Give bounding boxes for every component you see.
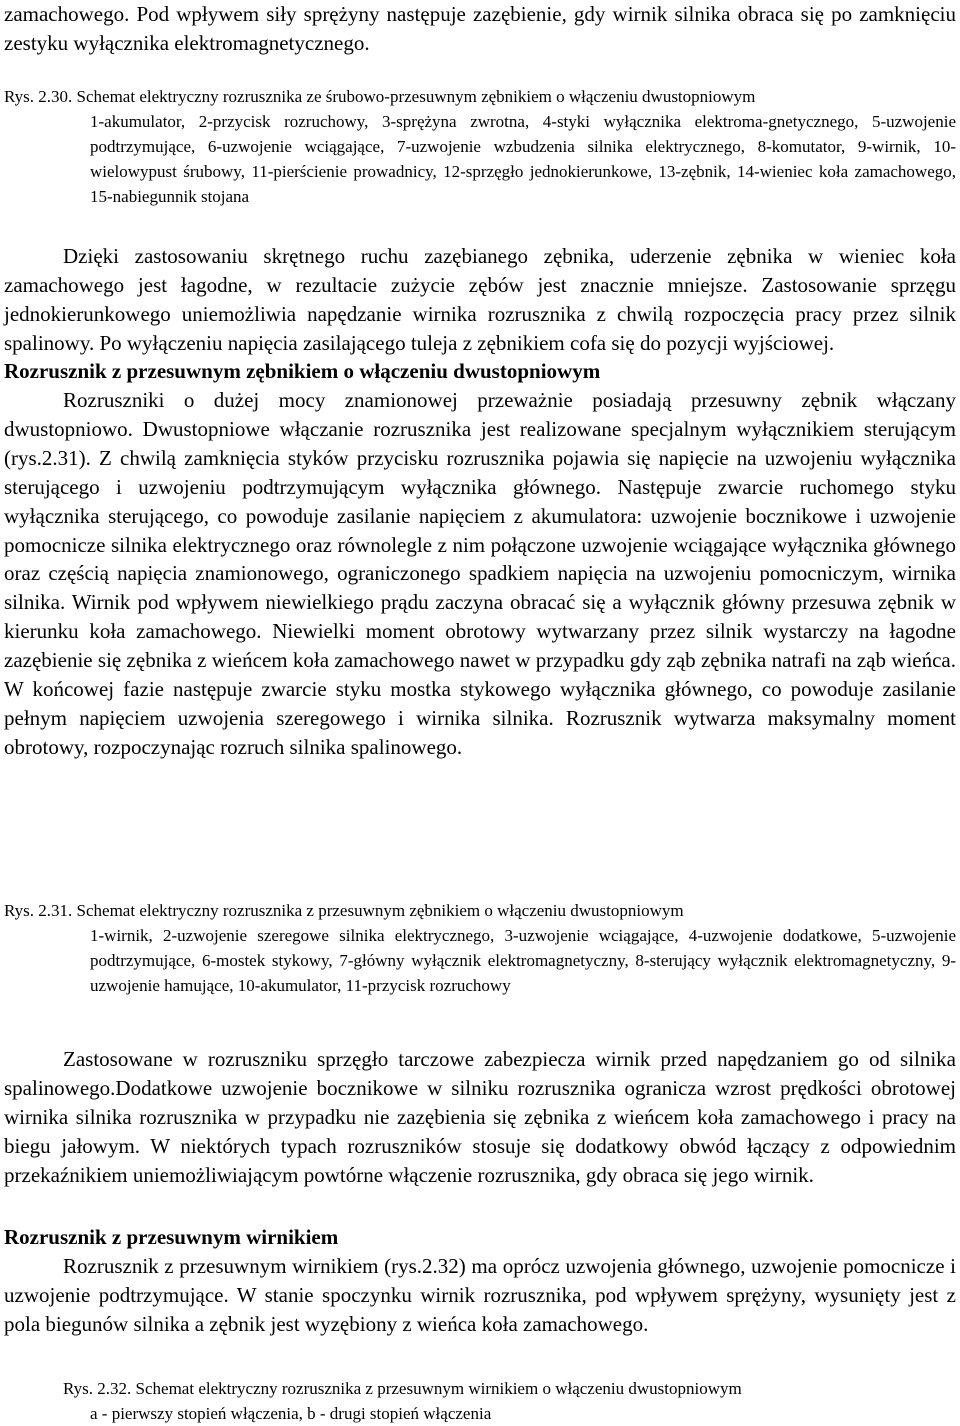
- figure-caption-2-32: [4, 1376, 956, 1426]
- paragraph-sliding-armature: Rozrusznik z przesuwnym wirnikiem (rys.2.32) ma oprócz uzwojenia głównego, uzwojenie pomocnicze i uzwojenie podtrzymujące. W stanie spoczynku wirnik rozrusznika, pod wpływem sprężyny, wysunięty jest z pola biegunów silnika a zębnik jest wyzębiony z wieńca koła zamachowego.: [4, 1254, 956, 1336]
- figure-label: Rys. 2.31.: [4, 901, 73, 920]
- figure-caption-2-31: [4, 898, 956, 998]
- section-heading-two-stage: Rozrusznik z przesuwnym zębnikiem o włączeniu dwustopniowym: [4, 359, 601, 383]
- figure-legend: 1-wirnik, 2-uzwojenie szeregowe silnika elektrycznego, 3-uzwojenie wciągające, 4-uzwojenie dodatkowe, 5-uzwojenie podtrzymujące, 6-mostek stykowy, 7-główny wyłącznik elektromagnetyczny, 8-sterujący wyłącznik elektromagnetyczny, 9-uzwojenie hamujące, 10-akumulator, 11-przycisk rozruchowy: [90, 926, 956, 995]
- paragraph-clutch-protection: Zastosowane w rozruszniku sprzęgło tarczowe zabezpiecza wirnik przed napędzaniem go od silnika spalinowego.Dodatkowe uzwojenie bocznikowe w silniku rozrusznika ogranicza wzrost prędkości obrotowej wirnika silnika rozrusznika w przypadku nie zazębienia się zębnika z wieńcem koła zamachowego i pracy na biegu jałowym. W niektórych typach rozruszników stosuje się dodatkowy obwód łączący z odpowiednim przekaźnikiem uniemożliwiającym powtórne włączenie rozrusznika, gdy obraca się jego wirnik.: [4, 1047, 956, 1187]
- paragraph-two-stage-description: Rozruszniki o dużej mocy znamionowej przeważnie posiadają przesuwny zębnik włączany dwustopniowo. Dwustopniowe włączanie rozrusznika jest realizowane specjalnym wyłącznikiem sterującym (rys.2.31). Z chwilą zamknięcia styków przycisku rozrusznika pojawia się napięcie na uzwojeniu wyłącznika sterującego i uzwojeniu podtrzymującym wyłącznika głównego. Następuje zwarcie ruchomego styku wyłącznika sterującego, co powoduje zasilanie napięciem z akumulatora: uzwojenie bocznikowe i uzwojenie pomocnicze silnika elektrycznego oraz równolegle z nim połączone uzwojenie wciągające wyłącznika głównego oraz częścią napięcia znamionowego, ograniczonego spadkiem napięcia na uzwojeniu pomocniczym, wirnika silnika. Wirnik pod wpływem niewielkiego prądu zaczyna obracać się a wyłącznik główny przesuwa zębnik w kierunku koła zamachowego. Niewielki moment obrotowy wytwarzany przez silnik wystarczy na łagodne zazębienie się zębnika z wieńcem koła zamachowego nawet w przypadku gdy ząb zębnika natrafi na ząb wieńca. W końcowej fazie następuje zwarcie styku mostka stykowego wyłącznika głównego, co powoduje zasilanie pełnym napięciem uzwojenia szeregowego i wirnika silnika. Rozrusznik wytwarza maksymalny moment obrotowy, rozpoczynając rozruch silnika spalinowego.: [4, 388, 956, 759]
- figure-caption-line: [63, 1376, 956, 1401]
- paragraph-pinion-engagement: Dzięki zastosowaniu skrętnego ruchu zazębianego zębnika, uderzenie zębnika w wieniec koła zamachowego jest łagodne, w rezultacie zużycie zębów jest znacznie mniejsze. Zastosowanie sprzęgu jednokierunkowego uniemożliwia napędzanie wirnika rozrusznika z chwilą rozpoczęcia pracy przez silnik spalinowy. Po wyłączeniu napięcia zasilającego tuleja z zębnikiem cofa się do pozycji wyjściowej.: [4, 244, 956, 355]
- paragraph-continuation: zamachowego. Pod wpływem siły sprężyny następuje zazębienie, gdy wirnik silnika obraca się po zamknięciu zestyku wyłącznika elektromagnetycznego.: [4, 2, 956, 55]
- figure-title: Schemat elektryczny rozrusznika ze śrubowo-przesuwnym zębnikiem o włączeniu dwustopniowym: [76, 87, 756, 106]
- figure-legend: 1-akumulator, 2-przycisk rozruchowy, 3-sprężyna zwrotna, 4-styki wyłącznika elektroma-gnetycznego, 5-uzwojenie podtrzymujące, 6-uzwojenie wciągające, 7-uzwojenie wzbudzenia silnika elektrycznego, 8-komutator, 9-wirnik, 10-wielowypust śrubowy, 11-pierścienie prowadnicy, 12-sprzęgło jednokierunkowe, 13-zębnik, 14-wieniec koła zamachowego, 15-nabiegunnik stojana: [90, 112, 956, 206]
- figure-legend: a - pierwszy stopień włączenia, b - drugi stopień włączenia: [90, 1404, 492, 1423]
- figure-title: Schemat elektryczny rozrusznika z przesuwnym wirnikiem o włączeniu dwustopniowym: [135, 1379, 742, 1398]
- figure-label: Rys. 2.30.: [4, 87, 73, 106]
- figure-caption-2-30: [4, 84, 956, 209]
- figure-label: Rys. 2.32.: [63, 1379, 132, 1398]
- section-heading-sliding-armature: Rozrusznik z przesuwnym wirnikiem: [4, 1225, 339, 1249]
- figure-title: Schemat elektryczny rozrusznika z przesuwnym zębnikiem o włączeniu dwustopniowym: [76, 901, 684, 920]
